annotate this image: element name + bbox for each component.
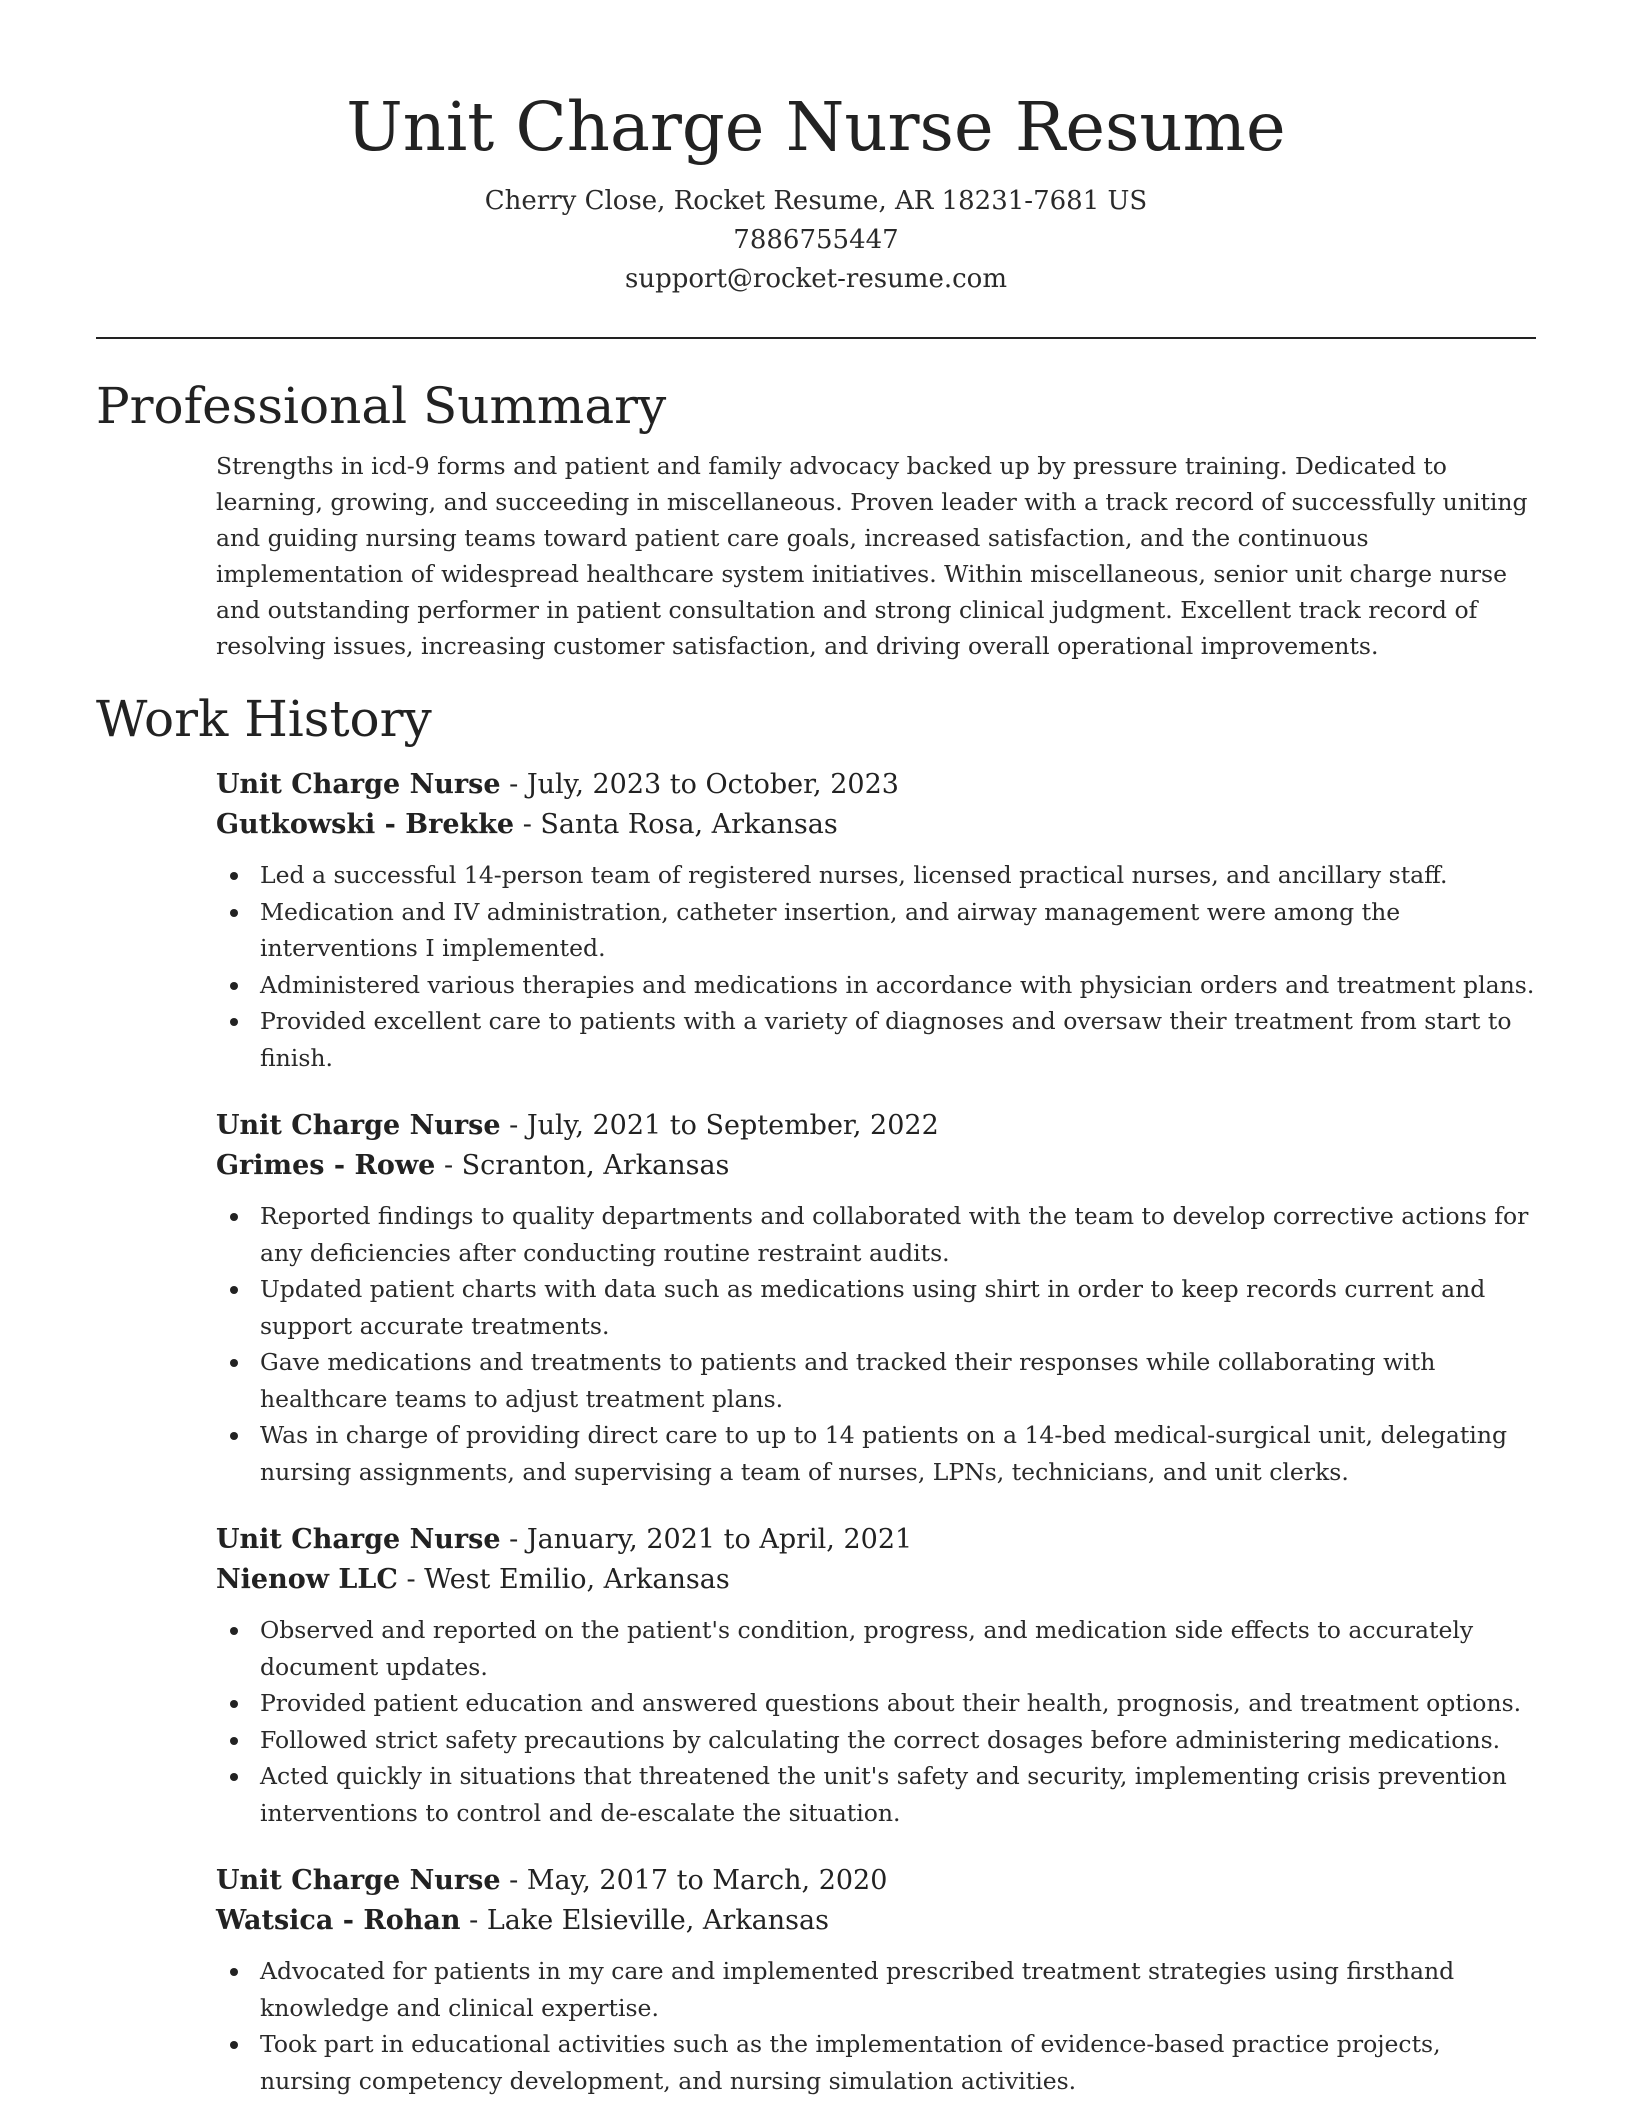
bullet-text: Provided excellent care to patients with a variety of diagnoses and oversaw their treatment from start to finish. xyxy=(260,1007,1512,1072)
job-company-line xyxy=(216,1901,1536,1941)
job-company: Watsica - Rohan xyxy=(216,1905,461,1936)
bullet-text: Administered various therapies and medications in accordance with physician orders and treatment plans. xyxy=(260,970,1535,999)
bullet-icon xyxy=(230,2041,238,2049)
list-item xyxy=(216,1758,1536,1831)
bullet-text: Was in charge of providing direct care to up to 14 patients on a 14-bed medical-surgical unit, delegating nursing assignments, and supervising a team of nurses, LPNs, technicians, and unit clerks. xyxy=(260,1421,1508,1486)
list-item xyxy=(216,894,1536,967)
contact-email: support@rocket-resume.com xyxy=(624,264,1007,294)
bullet-text: Medication and IV administration, catheter insertion, and airway management were among the interventions I implemented. xyxy=(260,897,1401,962)
job-title: Unit Charge Nurse xyxy=(216,1865,501,1896)
contact-phone: 7886755447 xyxy=(733,225,899,255)
job-entry xyxy=(216,1106,1536,1490)
job-title-line xyxy=(216,765,1536,805)
job-dates: - July, 2021 to September, 2022 xyxy=(509,1110,939,1141)
list-item xyxy=(216,1003,1536,1076)
job-dates: - January, 2021 to April, 2021 xyxy=(509,1524,913,1555)
list-item xyxy=(216,2026,1536,2099)
bullet-icon xyxy=(230,1432,238,1440)
job-company-line xyxy=(216,1560,1536,1600)
job-company-line xyxy=(216,805,1536,845)
list-item xyxy=(216,967,1536,1004)
work-history-section xyxy=(96,687,1536,2099)
list-item xyxy=(216,857,1536,894)
job-bullets xyxy=(216,857,1536,1076)
list-item xyxy=(216,1271,1536,1344)
page-title: Unit Charge Nurse Resume xyxy=(346,88,1286,166)
list-item xyxy=(216,1344,1536,1417)
job-title-line xyxy=(216,1861,1536,1901)
section-heading-work-history: Work History xyxy=(96,690,432,748)
job-location: - Scranton, Arkansas xyxy=(443,1150,730,1181)
bullet-text: Took part in educational activities such as the implementation of evidence-based practice projects, nursing competency development, and nursing simulation activities. xyxy=(260,2030,1441,2095)
bullet-icon xyxy=(230,1286,238,1294)
bullet-icon xyxy=(230,1968,238,1976)
job-company: Grimes - Rowe xyxy=(216,1150,436,1181)
job-bullets xyxy=(216,1612,1536,1831)
bullet-text: Reported findings to quality departments and collaborated with the team to develop corrective actions for any deficiencies after conducting routine restraint audits. xyxy=(260,1202,1529,1267)
list-item xyxy=(216,1953,1536,2026)
resume-header xyxy=(96,0,1536,299)
bullet-icon xyxy=(230,1359,238,1367)
job-title: Unit Charge Nurse xyxy=(216,769,501,800)
bullet-icon xyxy=(230,982,238,990)
bullet-text: Provided patient education and answered questions about their health, prognosis, and treatment options. xyxy=(260,1689,1522,1717)
bullet-icon xyxy=(230,909,238,917)
bullet-icon xyxy=(230,1773,238,1781)
professional-summary-section xyxy=(96,374,1536,664)
bullet-text: Followed strict safety precautions by calculating the correct dosages before administering medications. xyxy=(260,1725,1501,1754)
bullet-text: Advocated for patients in my care and implemented prescribed treatment strategies using firsthand knowledge and clinical expertise. xyxy=(260,1957,1455,2022)
job-company: Nienow LLC xyxy=(216,1564,398,1595)
list-item xyxy=(216,1722,1536,1759)
job-dates: - May, 2017 to March, 2020 xyxy=(509,1865,888,1896)
bullet-icon xyxy=(230,1213,238,1221)
job-title-line xyxy=(216,1520,1536,1560)
job-entry xyxy=(216,1520,1536,1831)
job-title-line xyxy=(216,1106,1536,1146)
header-divider xyxy=(96,337,1536,339)
list-item xyxy=(216,1612,1536,1685)
job-location: - West Emilio, Arkansas xyxy=(406,1564,730,1595)
list-item xyxy=(216,1417,1536,1490)
bullet-text: Updated patient charts with data such as medications using shirt in order to keep records current and support accurate treatments. xyxy=(260,1275,1486,1340)
job-entry xyxy=(216,1861,1536,2099)
bullet-icon xyxy=(230,1737,238,1745)
bullet-icon xyxy=(230,872,238,880)
job-company-line xyxy=(216,1146,1536,1186)
bullet-icon xyxy=(230,1700,238,1708)
bullet-text: Acted quickly in situations that threatened the unit's safety and security, implementing crisis prevention interventions to control and de-escalate the situation. xyxy=(260,1762,1507,1827)
resume-page xyxy=(96,0,1536,2099)
job-location: - Lake Elsieville, Arkansas xyxy=(469,1905,829,1936)
bullet-icon xyxy=(230,1627,238,1635)
list-item xyxy=(216,1198,1536,1271)
bullet-text: Gave medications and treatments to patients and tracked their responses while collaborating with healthcare teams to adjust treatment plans. xyxy=(260,1348,1436,1413)
job-company: Gutkowski - Brekke xyxy=(216,809,515,840)
job-title: Unit Charge Nurse xyxy=(216,1110,501,1141)
section-heading-summary: Professional Summary xyxy=(96,377,667,435)
list-item xyxy=(216,1685,1536,1722)
job-bullets xyxy=(216,1198,1536,1490)
bullet-icon xyxy=(230,1018,238,1026)
bullet-text: Observed and reported on the patient's condition, progress, and medication side effects to accurately document updates. xyxy=(260,1616,1474,1681)
job-location: - Santa Rosa, Arkansas xyxy=(522,809,838,840)
contact-address: Cherry Close, Rocket Resume, AR 18231-7681 US xyxy=(484,186,1148,216)
job-entry xyxy=(216,765,1536,1076)
bullet-text: Led a successful 14-person team of registered nurses, licensed practical nurses, and ancillary staff. xyxy=(260,861,1448,889)
job-dates: - July, 2023 to October, 2023 xyxy=(509,769,899,800)
job-bullets xyxy=(216,1953,1536,2099)
job-title: Unit Charge Nurse xyxy=(216,1524,501,1555)
summary-paragraph: Strengths in icd-9 forms and patient and family advocacy backed up by pressure training. Dedicated to learning, growing, and succeeding in miscellaneous. Proven leader with a track record of successfully uniting and guiding nursing teams toward patient care goals, increased satisfaction, and the continuous implementation of widespread healthcare system initiatives. Within miscellaneous, senior unit charge nurse and outstanding performer in patient consultation and strong clinical judgment. Excellent track record of resolving issues, increasing customer satisfaction, and driving overall operational improvements. xyxy=(216,452,1528,660)
